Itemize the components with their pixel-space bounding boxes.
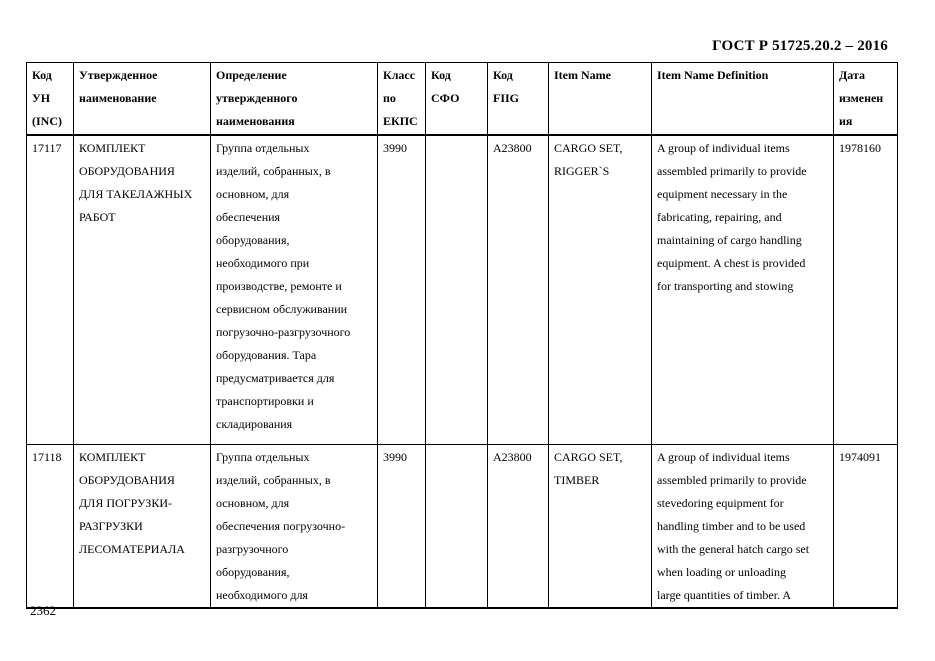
text-line: handling timber and to be used — [657, 519, 806, 533]
cell-item-name — [549, 445, 652, 609]
text-line: СФО — [431, 91, 460, 105]
col-header-item-name — [549, 63, 652, 136]
text-line: обеспечения погрузочно- — [216, 519, 346, 533]
text-line: ЛЕСОМАТЕРИАЛА — [79, 542, 185, 556]
text-line: разгрузочного — [216, 542, 289, 556]
text-line: производстве, ремонте и — [216, 279, 342, 293]
standard-code: ГОСТ Р 51725.20.2 – 2016 — [712, 38, 888, 54]
cell-class: 3990 — [378, 135, 426, 445]
text-line: stevedoring equipment for — [657, 496, 784, 510]
text-line: УН — [32, 91, 51, 105]
cell-fiig: A23800 — [488, 135, 549, 445]
col-header-item-definition — [652, 63, 834, 136]
cell-item-name — [549, 135, 652, 445]
text-line: equipment. A chest is provided — [657, 256, 806, 270]
text-line: A group of individual items — [657, 450, 790, 464]
text-line: fabricating, repairing, and — [657, 210, 782, 224]
text-line: КОМПЛЕКТ — [79, 450, 146, 464]
table-row — [27, 445, 898, 609]
text-line: сервисном обслуживании — [216, 302, 348, 316]
table-row — [27, 135, 898, 445]
text-line: оборудования. Тара — [216, 348, 317, 362]
text-line: РАБОТ — [79, 210, 116, 224]
col-header-sfo — [426, 63, 488, 136]
text-line: Определение — [216, 68, 287, 82]
text-line: with the general hatch cargo set — [657, 542, 810, 556]
text-line: ЕКПС — [383, 114, 418, 128]
catalog-table — [26, 62, 898, 609]
cell-inc: 17117 — [27, 135, 74, 445]
text-line: ДЛЯ ПОГРУЗКИ- — [79, 496, 172, 510]
text-line: Item Name Definition — [657, 68, 769, 82]
text-line: необходимого для — [216, 588, 308, 602]
text-line: изменен — [839, 91, 884, 105]
text-line: наименования — [216, 114, 295, 128]
text-line: оборудования, — [216, 233, 290, 247]
text-line: ия — [839, 114, 853, 128]
text-line: Дата — [839, 68, 865, 82]
text-line: A group of individual items — [657, 141, 790, 155]
header-row — [27, 63, 898, 136]
text-line: основном, для — [216, 496, 290, 510]
text-line: ОБОРУДОВАНИЯ — [79, 164, 175, 178]
col-header-date — [834, 63, 898, 136]
text-line: for transporting and stowing — [657, 279, 794, 293]
text-line: погрузочно-разгрузочного — [216, 325, 351, 339]
col-header-fiig — [488, 63, 549, 136]
cell-approved-name — [74, 135, 211, 445]
text-line: large quantities of timber. A — [657, 588, 792, 602]
cell-sfo — [426, 135, 488, 445]
text-line: складирования — [216, 417, 293, 431]
text-line: when loading or unloading — [657, 565, 786, 579]
col-header-inc — [27, 63, 74, 136]
text-line: maintaining of cargo handling — [657, 233, 802, 247]
text-line: equipment necessary in the — [657, 187, 788, 201]
text-line: RIGGER`S — [554, 164, 610, 178]
cell-inc: 17118 — [27, 445, 74, 609]
text-line: Группа отдельных — [216, 450, 310, 464]
cell-class: 3990 — [378, 445, 426, 609]
text-line: ДЛЯ ТАКЕЛАЖНЫХ — [79, 187, 193, 201]
text-line: Группа отдельных — [216, 141, 310, 155]
cell-date: 1974091 — [834, 445, 898, 609]
page-number: 2362 — [30, 603, 56, 618]
text-line: Item Name — [554, 68, 611, 82]
text-line: Код — [493, 68, 513, 82]
text-line: assembled primarily to provide — [657, 164, 807, 178]
cell-definition — [211, 445, 378, 609]
cell-approved-name — [74, 445, 211, 609]
cell-definition — [211, 135, 378, 445]
text-line: Код — [431, 68, 451, 82]
text-line: Класс — [383, 68, 416, 82]
text-line: основном, для — [216, 187, 290, 201]
col-header-definition — [211, 63, 378, 136]
text-line: предусматривается для — [216, 371, 335, 385]
text-line: CARGO SET, — [554, 450, 623, 464]
text-line: КОМПЛЕКТ — [79, 141, 146, 155]
col-header-class — [378, 63, 426, 136]
text-line: изделий, собранных, в — [216, 164, 331, 178]
text-line: assembled primarily to provide — [657, 473, 807, 487]
text-line: ОБОРУДОВАНИЯ — [79, 473, 175, 487]
col-header-approved-name — [74, 63, 211, 136]
text-line: наименование — [79, 91, 157, 105]
text-line: транспортировки и — [216, 394, 314, 408]
cell-fiig: A23800 — [488, 445, 549, 609]
text-line: Утвержденное — [79, 68, 158, 82]
text-line: FIIG — [493, 91, 520, 105]
text-line: обеспечения — [216, 210, 281, 224]
cell-item-definition — [652, 445, 834, 609]
cell-date: 1978160 — [834, 135, 898, 445]
text-line: РАЗГРУЗКИ — [79, 519, 143, 533]
cell-sfo — [426, 445, 488, 609]
text-line: по — [383, 91, 396, 105]
text-line: (INC) — [32, 114, 62, 128]
text-line: Код — [32, 68, 52, 82]
text-line: необходимого при — [216, 256, 310, 270]
text-line: TIMBER — [554, 473, 600, 487]
text-line: CARGO SET, — [554, 141, 623, 155]
text-line: утвержденного — [216, 91, 298, 105]
text-line: изделий, собранных, в — [216, 473, 331, 487]
text-line: оборудования, — [216, 565, 290, 579]
cell-item-definition — [652, 135, 834, 445]
